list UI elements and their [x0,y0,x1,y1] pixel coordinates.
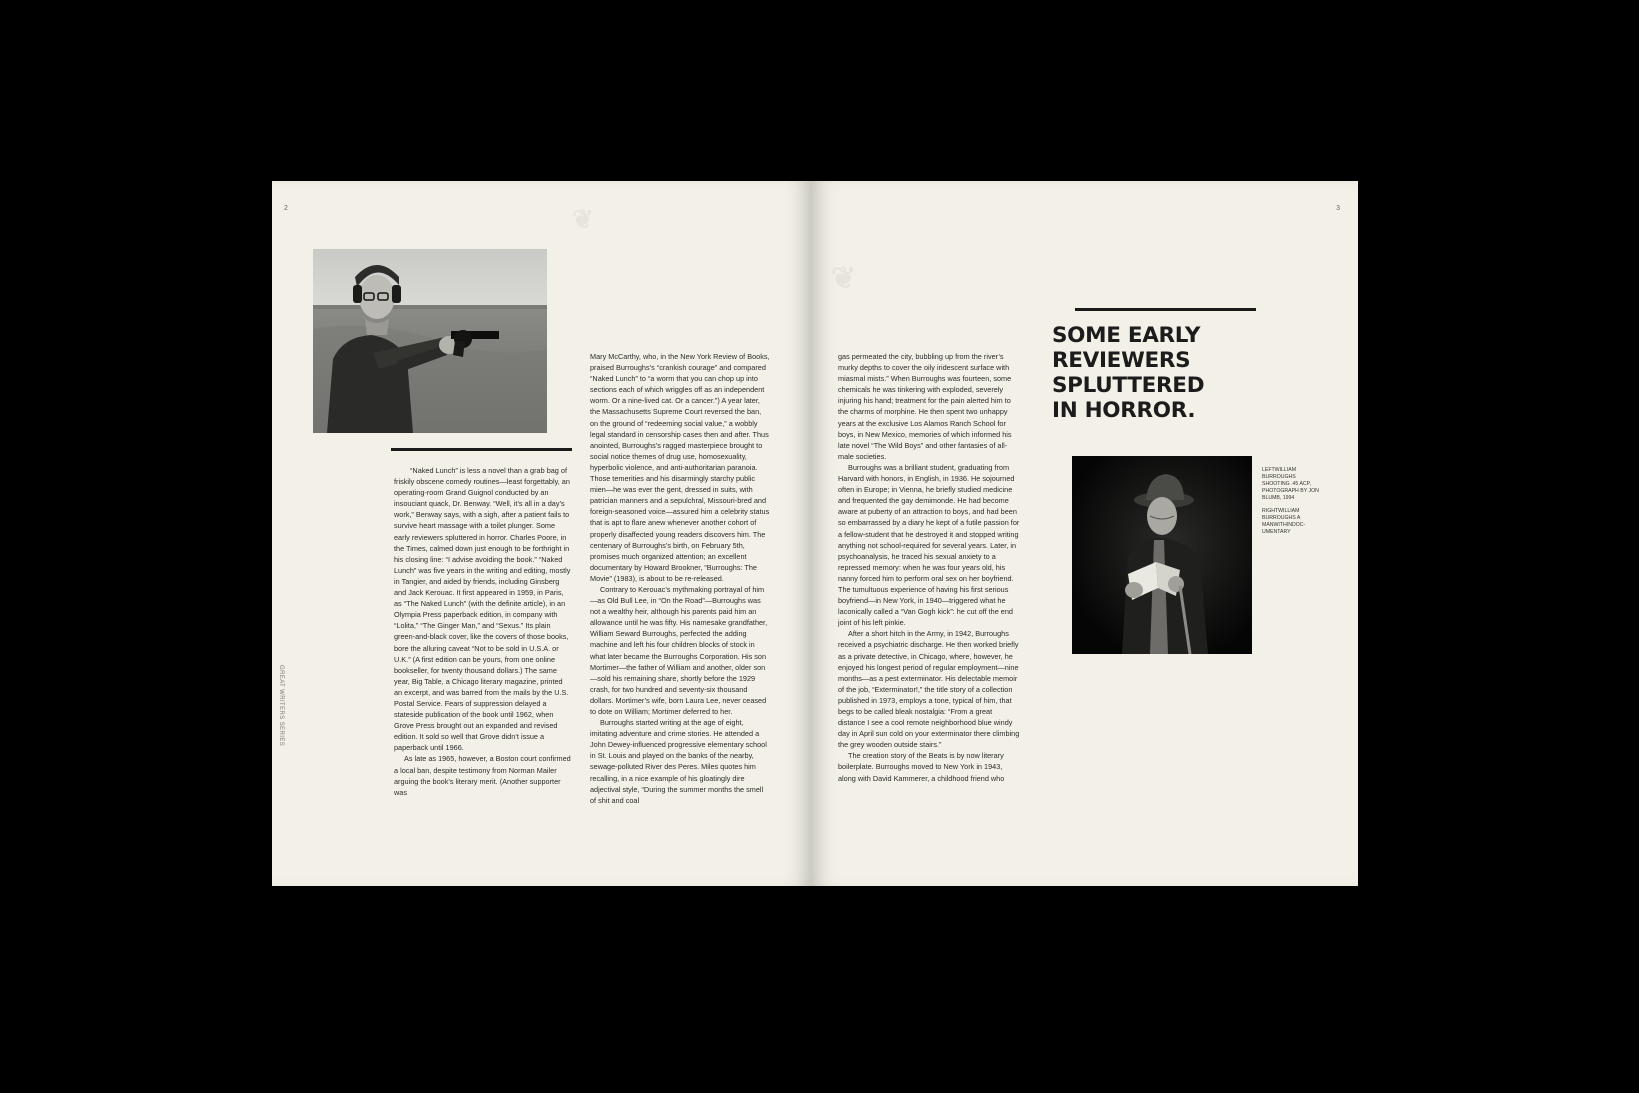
paragraph: After a short hitch in the Army, in 1942, Burroughs received a psychiatric discharge. He then worked briefly as a private detective, in Chicago, where, however, he enjoyed his longest period of regular employment—nine months—as a pest exterminator. His delectable memoir of the job, “Exterminator!,” the title story of a collection published in 1973, employs a tone, typical of him, that begs to be called bleak nostalgia: “From a great distance I see a cool remote neighborhood blue windy day in April sun cold on your exterminator there climbing the grey wooden outside stairs.” [838,629,1020,750]
caption-left-credit: LEFTWILLIAM BURROUGHS SHOOTING .45 ACP, PHOTOGRAPH BY JON BLUMB, 1994 [1262,467,1319,501]
headline [1052,323,1292,423]
headline-line: IN HORROR. [1052,398,1196,423]
photo-burroughs-shooting [313,249,547,433]
right-page [811,181,1358,886]
text-column-1 [394,465,572,798]
left-page [272,181,811,886]
paragraph: Contrary to Kerouac’s mythmaking portrayal of him—as Old Bull Lee, in “On the Road”—Burroughs was not a wealthy heir, although his parents paid him an allowance until he was fifty. His namesake grandfather, William Seward Burroughs, perfected the adding machine and left his four children blocks of stock in what later became the Burroughs Corporation. His son Mortimer—the father of William and another, older son—sold his remaining share, shortly before the 1929 crash, for two hundred and seventy-six thousand dollars. Mortimer’s wife, born Laura Lee, never ceased to dote on William; Mortimer deferred to her. [590,584,768,716]
paragraph: The creation story of the Beats is by now literary boilerplate. Burroughs moved to New York in 1943, along with David Kammerer, a childhood friend who [838,751,1005,783]
series-label: GREAT WRITERS SERIES [278,665,284,747]
paragraph: Mary McCarthy, who, in the New York Review of Books, praised Burroughs’s “crankish courage” and compared “Naked Lunch” to “a worm that you can chop up into sections each of which wriggles off as an independent worm. Or a nine-lived cat. Or a cancer.”) A year later, the Massachusetts Supreme Court reversed the ban, on the ground of “redeeming social value,” a wobbly legal standard in censorship cases then and after. Thus anointed, Burroughs’s ragged masterpiece brought to social notice themes of drug use, homosexuality, hyperbolic violence, and anti-authoritarian paranoia. Those temerities and his disarmingly starchy public mien—he was ever the gent, dressed in suits, with patrician manners and a sepulchral, Missouri-bred and foreign-seasoned voice—assured him a celebrity status that is apt to flare anew whenever another cohort of properly disaffected young readers discovers him. The centenary of Burroughs’s birth, on February 5th, promises much organized attention; an excellent documentary by Howard Brookner, “Burroughs: The Movie” (1983), is about to be re-released. [590,352,770,583]
headline-line: SOME EARLY [1052,323,1201,348]
paragraph: Burroughs was a brilliant student, graduating from Harvard with honors, in English, in 1936. He sojourned often in Europe; in Vienna, he briefly studied medicine and frequented the gay demimonde. He had become aware at puberty of an attraction to boys, and had been so embarrassed by a diary he kept of a futile passion for a fellow-student that he destroyed it and stopped writing anything not school-required for several years. Later, in psychoanalysis, he traced his sexual anxiety to a repressed memory: when he was four years old, his nanny forced him to perform oral sex on her boyfriend. The tumultuous experience of having his first serious boyfriend—in New York, in 1940—triggered what he laconically called a “Van Gogh kick”: he cut off the end joint of his left pinkie. [838,462,1020,628]
photo-caption [1262,467,1324,542]
show-through-text: ❦ [572,205,594,235]
text-column-3 [838,351,1020,784]
paragraph: “Naked Lunch” is less a novel than a grab bag of friskily obscene comedy routines—least forgettably, an operating-room Grand Guignol conducted by an insouciant quack, Dr. Benway. “Well, it’s all in a day’s work,” Benway says, with a sigh, after a patient fails to survive heart massage with a toilet plunger. Some early reviewers spluttered in horror. Charles Poore, in the Times, calmed down just enough to be forthright in his closing line: “I advise avoiding the book.” “Naked Lunch” was five years in the writing and editing, mostly in Tangier, and aided by friends, including Ginsberg and Jack Kerouac. It first appeared in 1959, in Paris, as “The Naked Lunch” (with the definite article), in an Olympia Press paperback edition, in company with “Lolita,” “The Ginger Man,” and “Sexus.” Its plain green-and-black cover, like the covers of those books, bore the alluring caveat “Not to be sold in U.S.A. or U.K.” (A first edition can be yours, from one online bookseller, for twenty thousand dollars.) The same year, Big Table, a Chicago literary magazine, printed an excerpt, and was barred from the mails by the U.S. Postal Service. Fears of suppression delayed a stateside publication of the book until 1962, when Grove Press brought out an expanded and revised edition. It sold so well that Grove didn’t issue a paperback until 1966. [394,466,571,753]
paragraph: gas permeated the city, bubbling up from the river’s murky depths to cover the oily iridescent surface with miasmal mists.” When Burroughs was fourteen, some chemicals he was tinkering with exploded, severely injuring his hand; treatment for the pain alerted him to the charms of morphine. He then spent two unhappy years at the exclusive Los Alamos Ranch School for boys, in New Mexico, memories of which informed his late novel “The Wild Boys” and other fantasies of all-male societies. [838,352,1012,461]
caption-right-credit: RIGHTWILLIAM BURROUGHS A MANWITHINDOC-UMENTARY [1262,508,1306,535]
page-number-right: 3 [1336,205,1340,212]
text-column-2 [590,351,770,806]
paragraph: As late as 1965, however, a Boston court confirmed a local ban, despite testimony from Norman Mailer arguing the book’s literary merit. (Another supporter was [394,754,571,797]
headline-line: REVIEWERS [1052,348,1191,373]
show-through-text: ❦ [831,261,857,296]
page-number-left: 2 [284,205,288,212]
headline-line: SPLUTTERED [1052,373,1205,398]
left-rule [391,448,572,451]
photo-burroughs-reading [1072,456,1252,654]
paragraph: Burroughs started writing at the age of eight, imitating adventure and crime stories. He attended a John Dewey-influenced progressive elementary school in St. Louis and played on the banks of the nearby, sewage-polluted River des Peres. Miles quotes him recalling, in a nice example of his gloatingly dire adjectival style, “During the summer months the smell of shit and coal [590,718,767,805]
headline-rule [1075,308,1256,311]
